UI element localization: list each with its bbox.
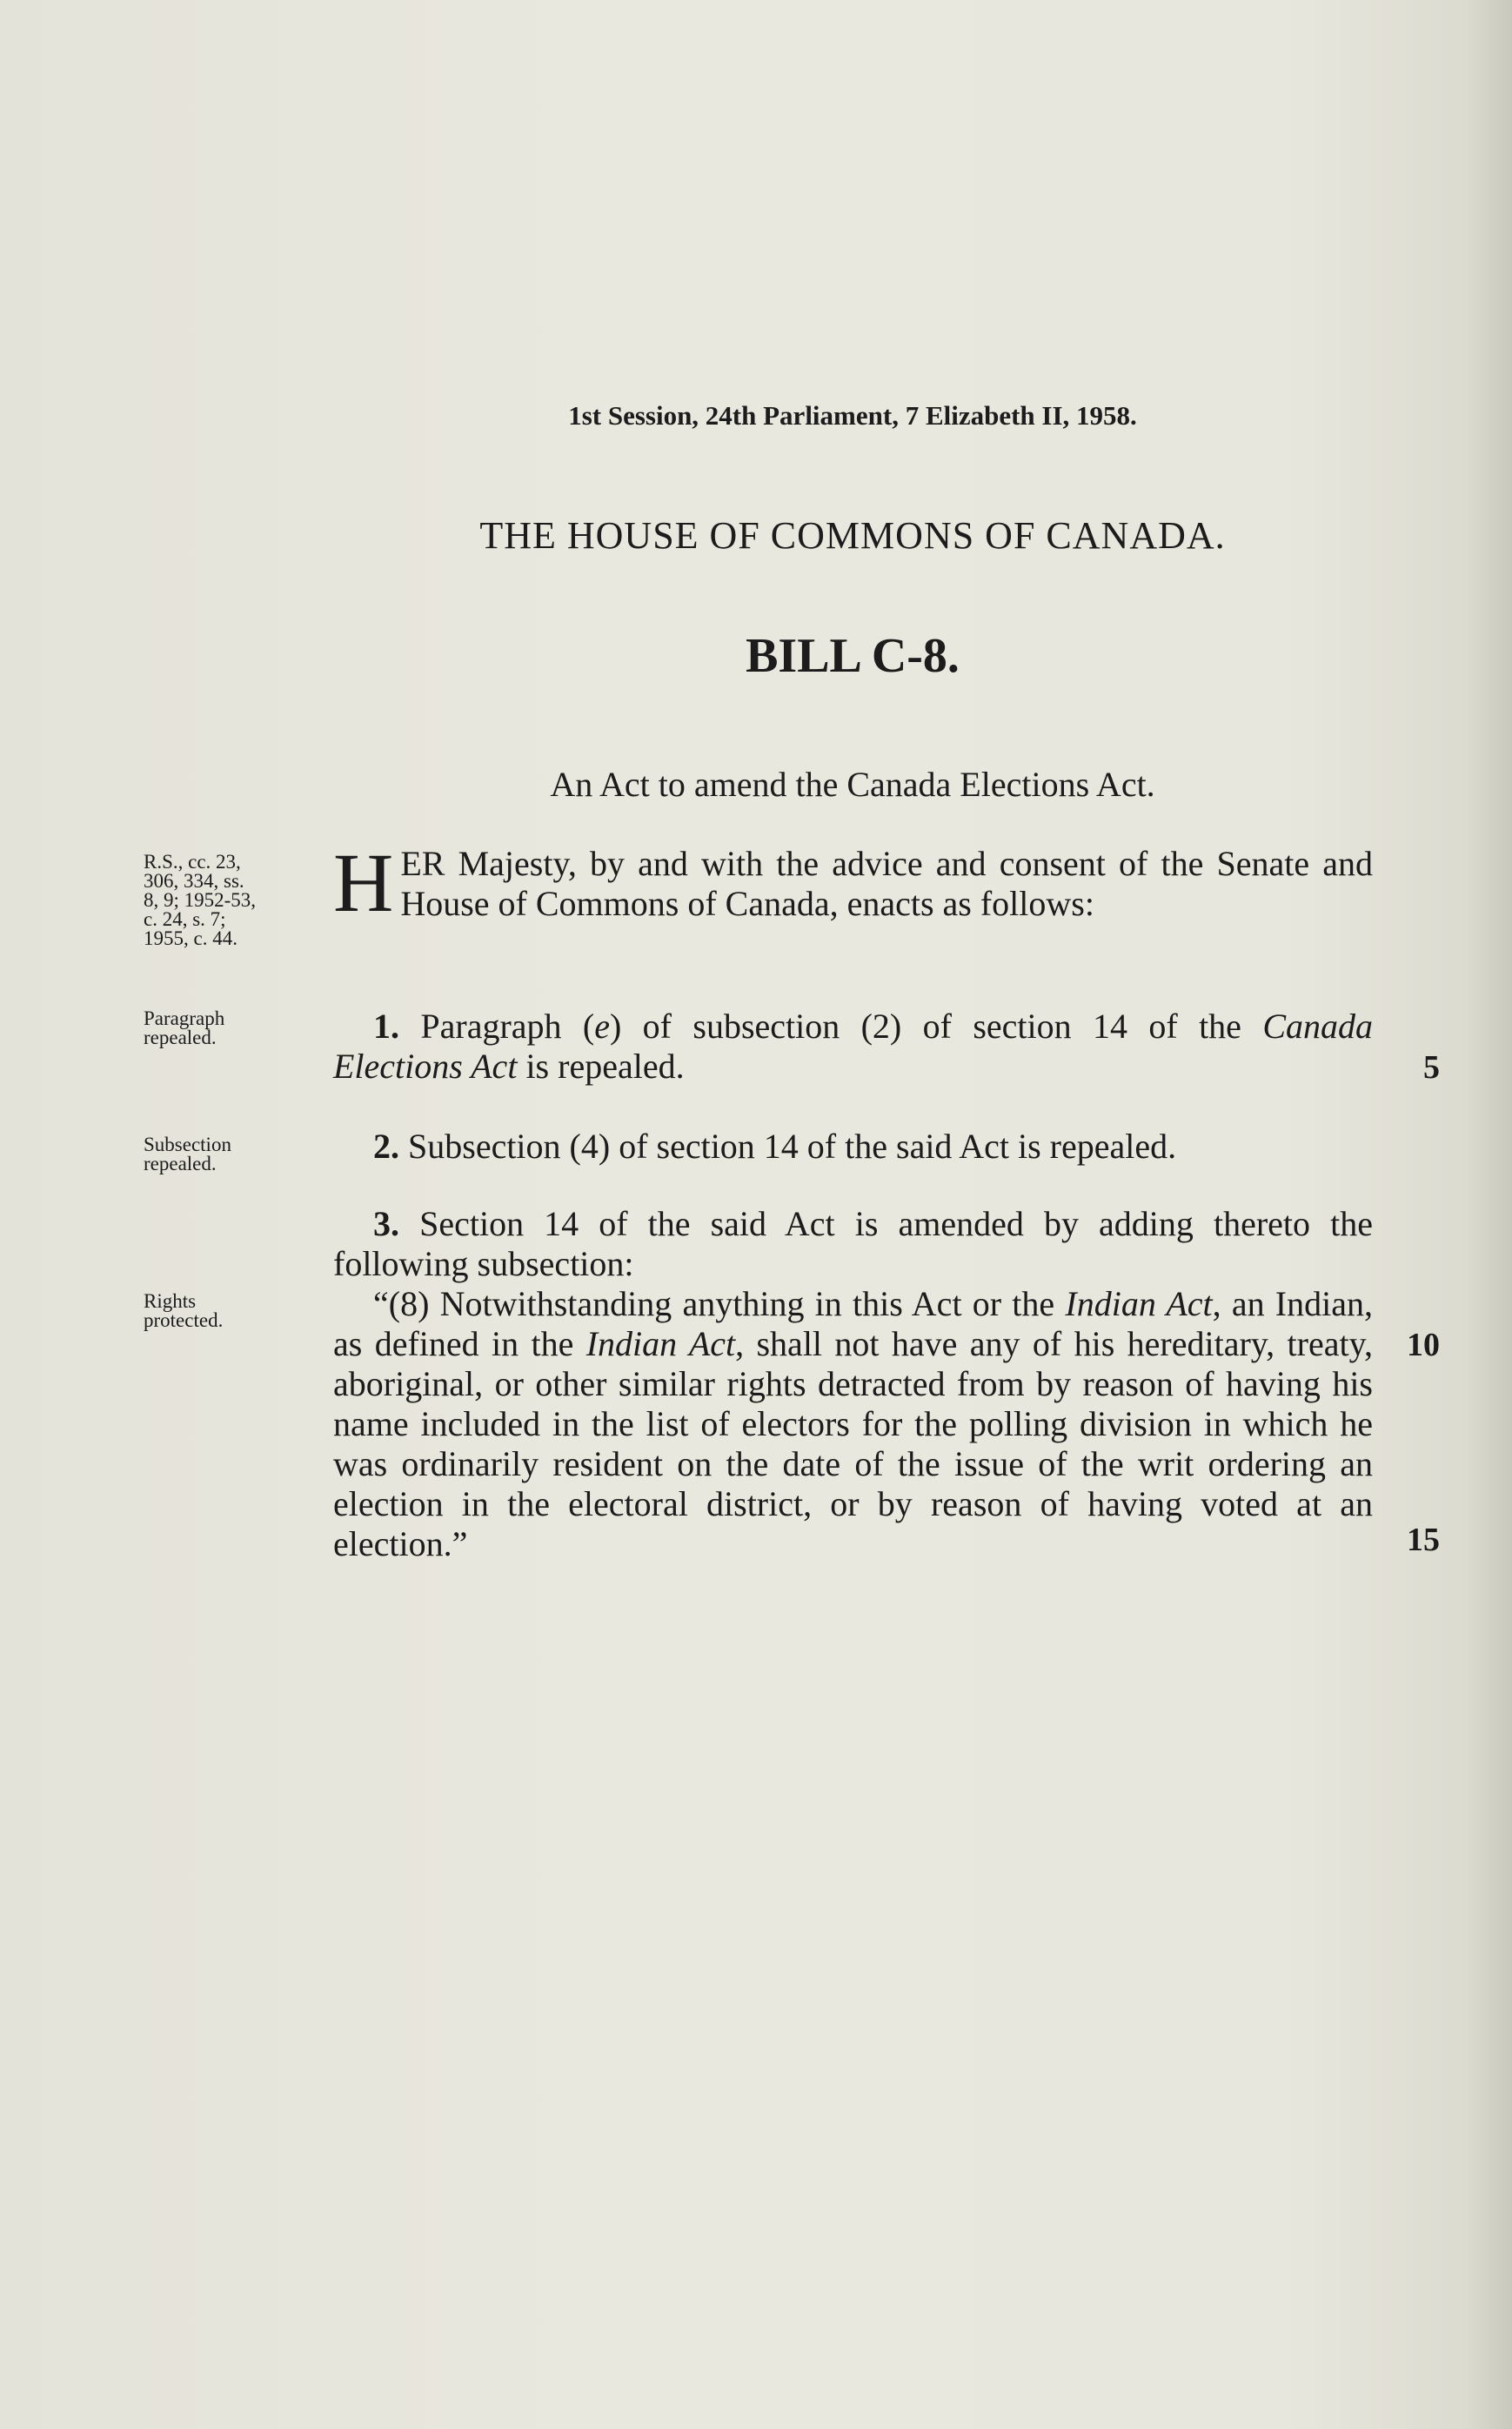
margin-note-line: 306, 334, ss. bbox=[144, 870, 244, 892]
section-2 bbox=[333, 1127, 1373, 1167]
section-3-subsection-8 bbox=[333, 1284, 1373, 1564]
section-text: ) of subsection (2) of section 14 of the bbox=[609, 1007, 1263, 1046]
margin-note-line: 1955, c. 44. bbox=[144, 927, 238, 949]
margin-note-line: Rights bbox=[144, 1290, 197, 1312]
line-number-10: 10 bbox=[1407, 1327, 1440, 1363]
section-number: 2. bbox=[373, 1127, 399, 1166]
section-1 bbox=[333, 1007, 1373, 1087]
line-number-5: 5 bbox=[1423, 1049, 1440, 1086]
bill-number: BILL C-8. bbox=[746, 629, 960, 683]
margin-note-line: repealed. bbox=[144, 1027, 217, 1048]
section-text: Subsection (4) of section 14 of the said Act is repealed. bbox=[399, 1127, 1177, 1166]
section-text: Paragraph ( bbox=[399, 1007, 595, 1046]
margin-note-line: Paragraph bbox=[144, 1007, 225, 1029]
margin-note-line: protected. bbox=[144, 1309, 224, 1331]
margin-note-subsection-repealed bbox=[144, 1135, 326, 1174]
act-name: Indian Act bbox=[1065, 1284, 1213, 1323]
margin-note-line: c. 24, s. 7; bbox=[144, 908, 226, 930]
margin-note-line: 8, 9; 1952-53, bbox=[144, 889, 257, 911]
section-3 bbox=[333, 1204, 1373, 1284]
quoted-text: , an Indian, as defined in the bbox=[333, 1284, 1373, 1363]
session-line: 1st Session, 24th Parliament, 7 Elizabeth II, 1958. bbox=[568, 400, 1137, 431]
section-text: is repealed. bbox=[517, 1047, 685, 1086]
enacting-text: ER Majesty, by and with the advice and consent of the Senate and House of Commons of Canada, enacts as follows: bbox=[400, 844, 1373, 923]
margin-note-citation bbox=[144, 853, 326, 948]
line-number-15: 15 bbox=[1407, 1522, 1440, 1558]
margin-note-line: R.S., cc. 23, bbox=[144, 851, 241, 873]
act-name: Indian Act bbox=[585, 1324, 736, 1363]
margin-note-paragraph-repealed bbox=[144, 1009, 326, 1047]
house-heading: THE HOUSE OF COMMONS OF CANADA. bbox=[479, 514, 1226, 557]
enacting-clause bbox=[333, 836, 1373, 929]
bill-title: An Act to amend the Canada Elections Act. bbox=[550, 765, 1155, 804]
drop-cap: H bbox=[333, 836, 394, 929]
section-number: 3. bbox=[373, 1204, 399, 1243]
margin-note-line: repealed. bbox=[144, 1153, 217, 1174]
margin-note-rights-protected bbox=[144, 1292, 326, 1330]
paragraph-letter: e bbox=[594, 1007, 610, 1046]
section-text: Section 14 of the said Act is amended by adding thereto the following subsection: bbox=[333, 1204, 1373, 1283]
quoted-text: , shall not have any of his hereditary, treaty, aboriginal, or other similar rights detracted from by reason of having his name included in the list of electors for the polling division in which he was ordinarily resident on the date of the issue of the writ ordering an election in the electoral district, or by reason of having voted at an election.” bbox=[333, 1324, 1373, 1563]
quoted-text: “(8) Notwithstanding anything in this Act or the bbox=[373, 1284, 1066, 1323]
margin-note-line: Subsection bbox=[144, 1134, 231, 1155]
act-name: Canada Elections Act bbox=[333, 1007, 1373, 1086]
section-number: 1. bbox=[373, 1007, 399, 1046]
